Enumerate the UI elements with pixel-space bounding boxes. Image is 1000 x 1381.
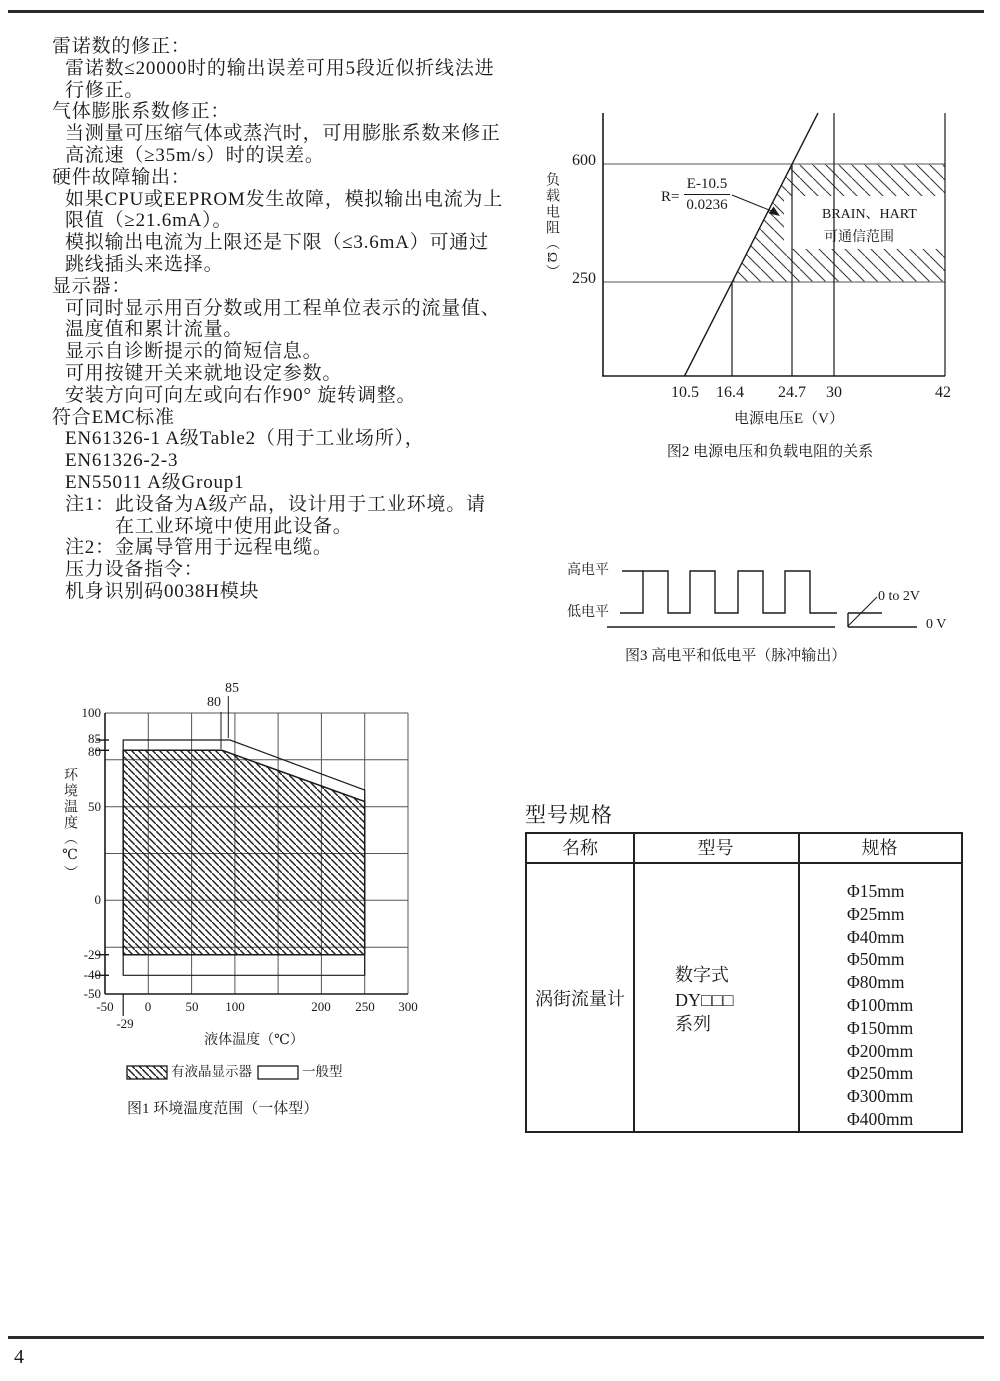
text-line: 雷诺数的修正： (52, 36, 191, 57)
figure1-ambient-temperature-range (30, 670, 470, 1130)
fig1-x-tick: 300 (398, 999, 418, 1014)
table-column-divider (633, 834, 635, 1131)
fig2-y-axis-label: 负载电阻（Ω） (544, 172, 559, 281)
text-line: 可用按键开关来就地设定参数。 (65, 362, 343, 384)
text-line: 显示自诊断提示的简短信息。 (65, 341, 323, 363)
spec-size: Φ400mm (847, 1108, 914, 1129)
fig2-y-tick: 250 (572, 270, 596, 287)
cell-product-name: 涡街流量计 (535, 989, 625, 1009)
spec-size: Φ250mm (847, 1063, 914, 1084)
fig2-region-label: 可通信范围 (824, 230, 894, 245)
text-line: 在工业环境中使用此设备。 (115, 515, 353, 537)
fig2-x-tick: 30 (826, 384, 842, 401)
fig1-y-tick: 100 (81, 705, 101, 720)
spec-size: Φ40mm (847, 926, 905, 947)
text-line: 硬件故障输出： (52, 166, 191, 188)
fig1-y-tick: 85 (88, 731, 101, 746)
fig1-y-tick: 50 (88, 799, 101, 814)
fig2-fraction-bar (684, 194, 730, 195)
text-line: 模拟输出电流为上限还是下限（≤3.6mA）可通过 (65, 232, 489, 254)
text-line: 安装方向可向左或向右作90° 旋转调整。 (65, 384, 417, 406)
spec-size: Φ150mm (847, 1017, 914, 1038)
fig1-lcd-display-region (123, 750, 365, 954)
cell-specs (847, 880, 913, 1131)
fig1-y-tick: -50 (83, 986, 101, 1001)
fig1-x-tick: -50 (96, 999, 114, 1014)
text-line: EN61326-2-3 (65, 450, 179, 472)
text-line: 显示器： (52, 275, 132, 297)
spec-size: Φ50mm (847, 949, 905, 970)
col-header-spec: 规格 (861, 838, 898, 858)
fig2-y-tick: 600 (572, 152, 596, 169)
fig1-x-tick: 50 (185, 999, 199, 1014)
spec-table (525, 832, 963, 1133)
figure3-pulse-output-levels (540, 550, 1000, 680)
fig1-legend-plain-label: 一般型 (302, 1064, 343, 1079)
col-header-name: 名称 (562, 838, 598, 858)
fig3-annotation-leader (848, 597, 877, 626)
fig1-legend-hatch-label: 有液晶显示器 (171, 1064, 252, 1079)
model-line: DY□□□ (675, 989, 734, 1010)
spec-size: Φ100mm (847, 994, 914, 1015)
fig2-x-tick: 10.5 (671, 384, 699, 401)
fig1-x-boundary-tick: -29 (116, 1016, 134, 1031)
fig2-x-tick: 24.7 (778, 384, 806, 401)
fig2-x-tick: 16.4 (716, 384, 744, 401)
fig1-x-tick: 100 (225, 999, 245, 1014)
text-line: 当测量可压缩气体或蒸汽时，可用膨胀系数来修正 (65, 123, 501, 145)
fig1-annotation-80: 80 (207, 695, 221, 710)
text-line: 高流速（≥35m/s）时的误差。 (65, 144, 325, 166)
text-line: 机身识别码0038H模块 (65, 580, 260, 602)
text-line: 限值（≥21.6mA）。 (65, 210, 233, 232)
fig2-region-label: BRAIN、HART (822, 207, 917, 222)
text-line: 行修正。 (65, 79, 145, 101)
model-line: 系列 (675, 1014, 711, 1034)
col-header-model: 型号 (697, 838, 734, 858)
fig1-annotation-85: 85 (225, 681, 239, 696)
fig1-annotation-leaders (221, 696, 228, 749)
spec-size: Φ200mm (847, 1040, 914, 1061)
text-line: 压力设备指令： (65, 559, 204, 581)
fig1-x-tick: 0 (144, 999, 152, 1014)
text-line: 跳线插头来选择。 (65, 253, 224, 275)
fig2-caption: 图2 电源电压和负载电阻的关系 (666, 444, 874, 460)
fig1-legend-hatch-swatch (127, 1066, 167, 1079)
text-line: 温度值和累计流量。 (65, 319, 244, 341)
fig1-y-axis-label: 环境温度（℃） (62, 767, 77, 881)
fig2-formula-leader (732, 195, 774, 212)
spec-size: Φ15mm (847, 881, 905, 901)
spec-section-title: 型号规格 (525, 803, 613, 827)
table-column-divider (798, 834, 800, 1131)
cell-model (675, 963, 734, 1037)
figure2-supply-voltage-vs-load-resistance (540, 100, 1000, 475)
fig3-range-annotation: 0 to 2V (878, 589, 920, 604)
fig1-x-tick: 250 (355, 999, 375, 1014)
top-rule (8, 10, 984, 13)
fig2-x-axis-label: 电源电压E（V） (734, 411, 844, 427)
bottom-rule (8, 1336, 984, 1339)
text-line: 符合EMC标准 (52, 406, 175, 428)
fig1-y-tick: 0 (94, 892, 101, 907)
fig3-caption: 图3 高电平和低电平（脉冲输出） (625, 648, 847, 664)
fig3-zero-volt-label: 0 V (926, 617, 947, 632)
fig1-y-tick: -40 (83, 967, 101, 982)
fig1-y-tick: 80 (88, 744, 101, 759)
fig1-y-tick: -29 (83, 947, 101, 962)
text-line: 雷诺数≤20000时的输出误差可用5段近似折线法进 (65, 57, 495, 79)
fig3-high-level-label: 高电平 (567, 563, 609, 578)
text-line: 注2：金属导管用于远程电缆。 (65, 537, 333, 559)
text-line: 可同时显示用百分数或用工程单位表示的流量值、 (65, 297, 501, 319)
fig2-formula-denominator: 0.0236 (686, 197, 728, 213)
text-line: EN55011 A级Group1 (65, 471, 245, 493)
fig3-low-level-label: 低电平 (567, 605, 609, 620)
spec-size: Φ80mm (847, 972, 905, 993)
text-line: 如果CPU或EEPROM发生故障，模拟输出电流为上 (65, 188, 504, 210)
fig1-x-axis-label: 液体温度（℃） (204, 1033, 304, 1048)
text-line: 注1：此设备为A级产品，设计用于工业环境。请 (65, 493, 486, 515)
text-line: EN61326-1 A级Table2（用于工业场所）， (65, 428, 425, 450)
fig2-formula-lhs: R= (661, 189, 680, 205)
fig1-caption: 图1 环境温度范围（一体型） (127, 1101, 319, 1117)
fig1-x-tick: 200 (311, 999, 331, 1014)
fig2-formula-numerator: E-10.5 (686, 176, 728, 192)
fig2-x-tick: 42 (935, 384, 951, 401)
page-number: 4 (14, 1346, 24, 1368)
text-line: 气体膨胀系数修正： (52, 101, 231, 123)
features-text-block (52, 36, 557, 603)
fig1-legend-plain-swatch (258, 1066, 298, 1079)
table-header-divider (527, 862, 961, 864)
model-line: 数字式 (675, 965, 729, 985)
spec-size: Φ300mm (847, 1086, 914, 1107)
spec-size: Φ25mm (847, 903, 905, 924)
fig3-square-wave (620, 571, 837, 613)
